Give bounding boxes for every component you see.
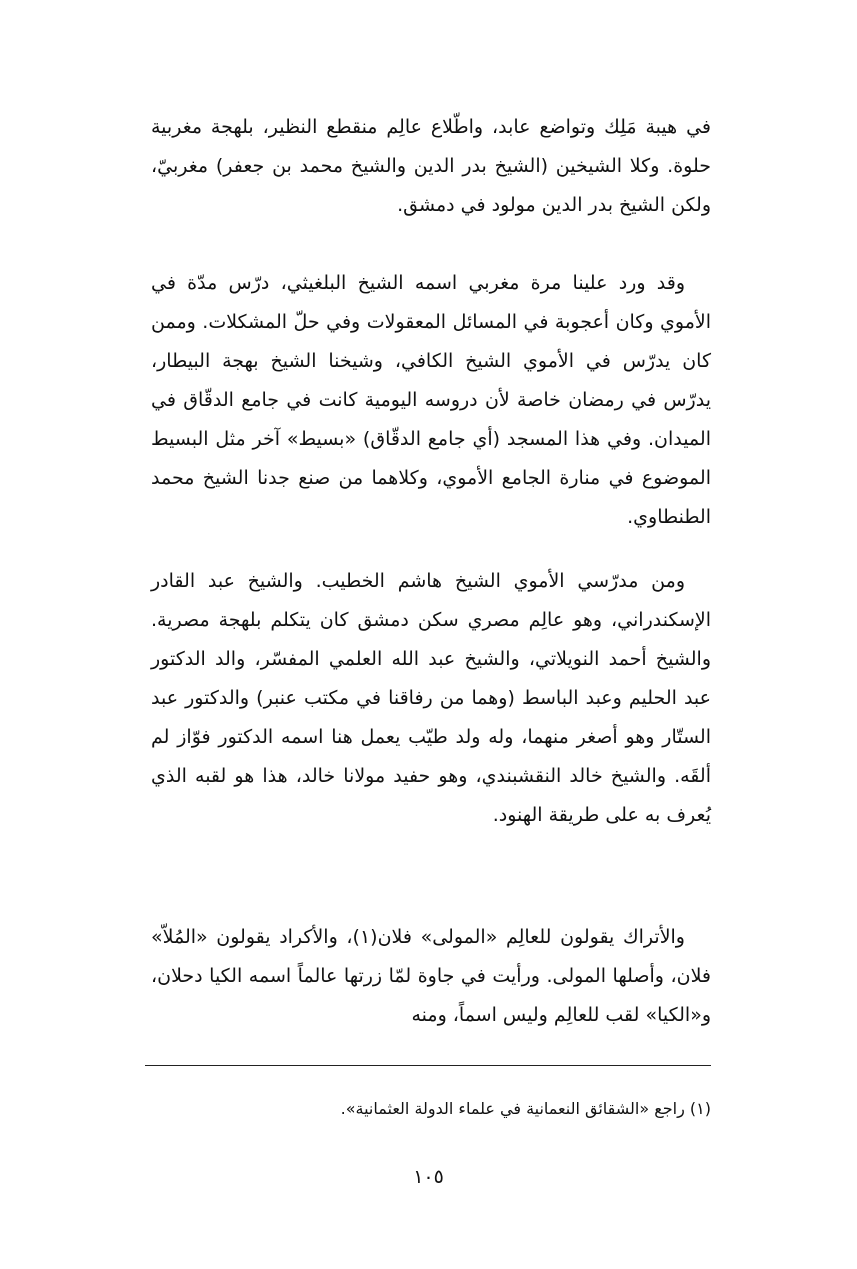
paragraph-4: والأتراك يقولون للعالِم «المولى» فلان(١)، والأكراد يقولون «المُلاّ» فلان، وأصلها المولى. ورأيت في جاوة لمّا زرتها عالماً اسمه الكيا دحلان، و«الكيا» لقب للعالِم وليس اسماً، ومنه: [151, 926, 711, 1026]
paragraph-2: وقد ورد علينا مرة مغربي اسمه الشيخ البلغيثي، درّس مدّة في الأموي وكان أعجوبة في المسائل المعقولات وفي حلّ المشكلات. وممن كان يدرّس في الأموي الشيخ الكافي، وشيخنا الشيخ بهجة البيطار، يدرّس في رمضان خاصة لأن دروسه اليومية كانت في جامع الدقّاق في الميدان. وفي هذا المسجد (أي جامع الدقّاق) «بسيط» آخر مثل البسيط الموضوع في منارة الجامع الأموي، وكلاهما من صنع جدنا الشيخ محمد الطنطاوي.: [151, 272, 711, 528]
page-number: ١٠٥: [413, 1166, 444, 1188]
paragraph-1: في هيبة مَلِك وتواضع عابد، واطّلاع عالِم منقطع النظير، بلهجة مغربية حلوة. وكلا الشيخين (الشيخ بدر الدين والشيخ محمد بن جعفر) مغربيّ، ولكن الشيخ بدر الدين مولود في دمشق.: [151, 116, 711, 216]
paragraph-3: ومن مدرّسي الأموي الشيخ هاشم الخطيب. والشيخ عبد القادر الإسكندراني، وهو عالِم مصري سكن دمشق كان يتكلم بلهجة مصرية. والشيخ أحمد النويلاتي، والشيخ عبد الله العلمي المفسّر، والد الدكتور عبد الحليم وعبد الباسط (وهما من رفاقنا في مكتب عنبر) والدكتور عبد الستّار وهو أصغر منهما، وله ولد طيّب يعمل هنا اسمه الدكتور فوّاز لم ألقَه. والشيخ خالد النقشبندي، وهو حفيد مولانا خالد، هذا هو لقبه الذي يُعرف به على طريقة الهنود.: [151, 570, 711, 826]
footnote: (١) راجع «الشقائق النعمانية في علماء الدولة العثمانية».: [340, 1099, 711, 1118]
footnote-divider: [145, 1065, 711, 1066]
